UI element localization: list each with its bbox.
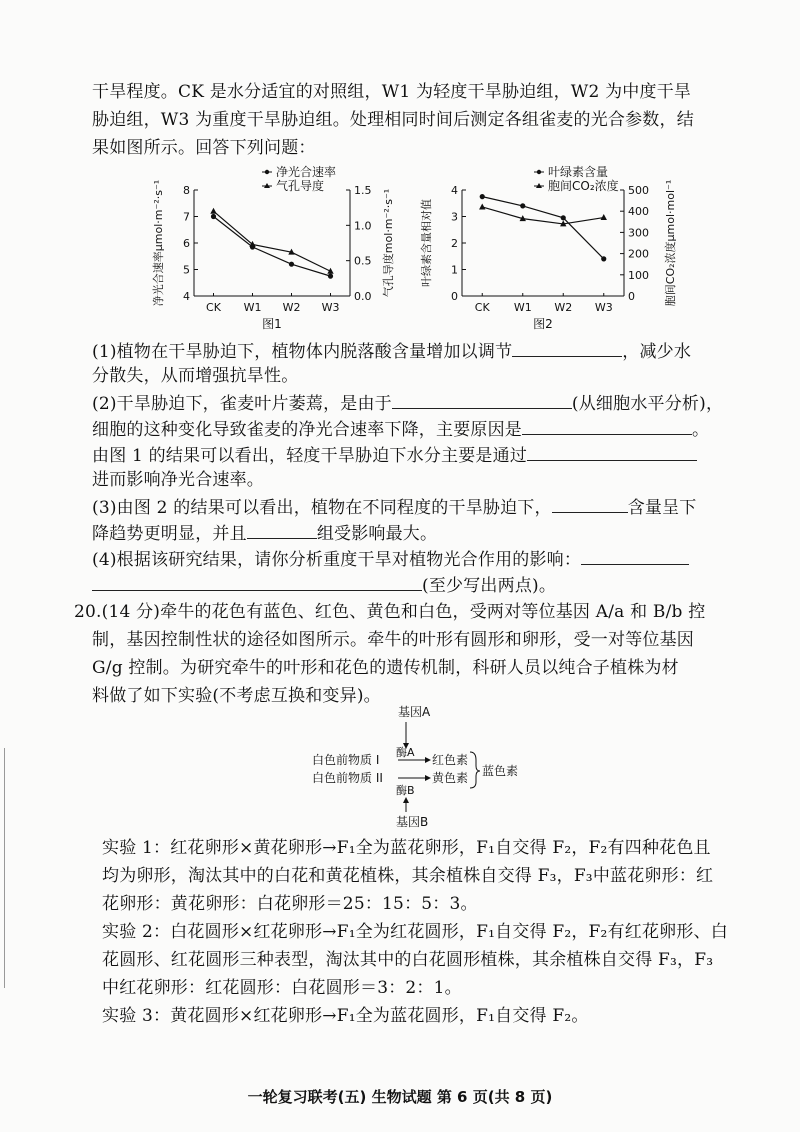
legend-label: 净光合速率 <box>276 165 337 179</box>
intro-line-3: 果如图所示。回答下列问题： <box>92 138 316 158</box>
gene-b-label: 基因B <box>396 815 429 829</box>
q3-text-d: 组受影响最大。 <box>316 524 438 544</box>
q1-text-a: (1)植物在干旱胁迫下，植物体内脱落酸含量增加以调节 <box>92 342 513 362</box>
data-point <box>210 208 216 214</box>
right-tick-label: 0.5 <box>354 254 372 268</box>
figure-2-chart <box>418 160 686 340</box>
q1-line-2: 分散失，从而增强抗旱性。 <box>92 366 299 386</box>
q2-line-3 <box>92 444 697 466</box>
enzyme-a-label: 酶A <box>396 746 415 759</box>
legend-marker <box>537 170 541 174</box>
data-point <box>211 214 216 219</box>
q2-text-d: 。 <box>692 420 710 440</box>
series-line-2 <box>482 207 604 224</box>
q20-line-2: 制，基因控制性状的途径如图所示。牵牛的叶形有圆形和卵形，受一对等位基因 <box>92 630 694 650</box>
q2-text-e: 由图 1 的结果可以看出，轻度干旱胁迫下水分主要是通过 <box>92 446 528 466</box>
x-tick-label: W1 <box>513 301 532 314</box>
series-line-2 <box>214 211 331 271</box>
exp3-line-1: 实验 3：黄花圆形×红花卵形→F₁全为蓝花圆形，F₁自交得 F₂。 <box>102 1006 589 1026</box>
exp2-line-3: 中红花卵形：红花圆形：白花圆形＝3：2：1。 <box>102 978 462 998</box>
y2-axis-label: 气孔导度mol·m⁻²·s⁻¹ <box>382 188 395 298</box>
answer-blank[interactable] <box>512 340 622 357</box>
left-tick-label: 4 <box>451 184 458 197</box>
q4-line-1 <box>92 548 689 570</box>
q20-line-4: 料做了如下实验(不考虑互换和变异)。 <box>92 686 381 706</box>
answer-blank[interactable] <box>247 522 317 539</box>
q20-line-3: G/g 控制。为研究牵牛的叶形和花色的遗传机制，科研人员以纯合子植株为材 <box>92 658 679 678</box>
answer-blank[interactable] <box>552 496 628 513</box>
q2-line-2 <box>92 418 709 440</box>
left-tick-label: 1 <box>451 263 458 277</box>
q2-text-c: 细胞的这种变化导致雀麦的净光合速率下降，主要原因是 <box>92 420 522 440</box>
q3-text-b: 含量呈下 <box>627 498 697 518</box>
data-point <box>289 262 294 267</box>
q2-line-1 <box>92 392 723 414</box>
x-tick-label: W2 <box>282 301 301 314</box>
gene-pathway-diagram <box>300 700 540 830</box>
legend-label: 气孔导度 <box>276 179 325 193</box>
answer-blank[interactable] <box>392 392 572 409</box>
left-tick-label: 2 <box>451 237 458 250</box>
exp1-line-3: 花卵形：黄花卵形：白花卵形＝25：15：5：3。 <box>102 894 478 914</box>
answer-blank[interactable] <box>581 548 689 565</box>
figure-caption: 图2 <box>533 317 553 331</box>
answer-blank[interactable] <box>92 574 422 591</box>
red-pigment-label: 红色素 <box>432 753 469 767</box>
right-tick-label: 300 <box>628 226 649 240</box>
x-tick-label: W1 <box>243 301 262 314</box>
left-tick-label: 8 <box>183 184 190 197</box>
series-line-1 <box>482 197 604 259</box>
data-point <box>601 256 606 261</box>
right-tick-label: 500 <box>628 184 649 197</box>
left-tick-label: 6 <box>183 237 190 250</box>
exp2-line-1: 实验 2：白花圆形×红花卵形→F₁全为红花圆形，F₁自交得 F₂，F₂有红花卵形、白 <box>102 922 728 942</box>
data-point <box>480 194 485 199</box>
data-point <box>601 214 607 220</box>
brace <box>470 752 480 788</box>
precursor-1-label: 白色前物质 I <box>312 753 380 767</box>
q2-text-a: (2)干旱胁迫下，雀麦叶片萎蔫，是由于 <box>92 394 392 414</box>
left-tick-label: 7 <box>183 210 190 224</box>
blue-pigment-label: 蓝色素 <box>482 764 519 778</box>
data-point <box>520 203 525 208</box>
exp2-line-2: 花圆形、红花圆形三种表型，淘汰其中的白花圆形植株，其余植株自交得 F₃，F₃ <box>102 950 714 970</box>
x-tick-label: CK <box>474 301 490 314</box>
right-tick-label: 0.0 <box>354 290 372 303</box>
legend-marker <box>265 170 269 174</box>
gene-a-label: 基因A <box>398 705 431 719</box>
answer-blank[interactable] <box>527 444 697 461</box>
legend-label: 胞间CO₂浓度 <box>548 179 619 193</box>
y2-axis-label: 胞间CO₂浓度μmol·mol⁻¹ <box>664 179 677 307</box>
q1-text-b: ，减少水 <box>622 342 692 362</box>
q3-text-a: (3)由图 2 的结果可以看出，植物在不同程度的干旱胁迫下， <box>92 498 552 518</box>
right-tick-label: 100 <box>628 268 649 282</box>
q20-line-1: 20.(14 分)牵牛的花色有蓝色、红色、黄色和白色，受两对等位基因 A/a 和 B/b 控 <box>74 602 706 622</box>
data-point <box>479 203 485 209</box>
yellow-pigment-label: 黄色素 <box>432 771 469 785</box>
q3-text-c: 降趋势更明显，并且 <box>92 524 247 544</box>
right-tick-label: 400 <box>628 205 649 219</box>
x-tick-label: W3 <box>321 301 340 314</box>
q4-text-a: (4)根据该研究结果，请你分析重度干旱对植物光合作用的影响： <box>92 550 582 570</box>
q2-line-4: 进而影响净光合速率。 <box>92 470 264 490</box>
precursor-2-label: 白色前物质 II <box>312 771 383 785</box>
q1-line-1 <box>92 340 691 362</box>
y-axis-label: 净光合速率μmol·m⁻²·s⁻¹ <box>152 179 165 307</box>
q3-line-2 <box>92 522 437 544</box>
margin-rule <box>4 748 5 988</box>
q3-line-1 <box>92 496 697 518</box>
x-tick-label: CK <box>206 301 221 314</box>
figure-1-chart <box>150 160 410 340</box>
y-axis-label: 叶绿素含量相对值 <box>420 199 433 287</box>
q4-line-2 <box>92 574 556 596</box>
intro-line-1: 干旱程度。CK 是水分适宜的对照组，W1 为轻度干旱胁迫组，W2 为中度干旱 <box>92 82 692 102</box>
x-tick-label: W2 <box>554 301 573 314</box>
left-tick-label: 5 <box>183 263 190 277</box>
right-tick-label: 200 <box>628 247 649 261</box>
exp1-line-1: 实验 1：红花卵形×黄花卵形→F₁全为蓝花卵形，F₁自交得 F₂，F₂有四种花色且 <box>102 838 711 858</box>
right-tick-label: 1.5 <box>354 184 372 197</box>
right-tick-label: 0 <box>628 290 635 303</box>
right-tick-label: 1.0 <box>354 219 372 233</box>
legend-label: 叶绿素含量 <box>548 165 609 179</box>
exp1-line-2: 均为卵形，淘汰其中的白花和黄花植株，其余植株自交得 F₃，F₃中蓝花卵形：红 <box>102 866 714 886</box>
left-tick-label: 0 <box>451 290 458 303</box>
data-point <box>328 274 333 279</box>
left-tick-label: 3 <box>451 210 458 224</box>
page-footer: 一轮复习联考(五) 生物试题 第 6 页(共 8 页) <box>247 1088 553 1106</box>
q2-text-b: (从细胞水平分析)， <box>571 394 724 414</box>
figure-caption: 图1 <box>262 317 282 331</box>
q4-text-b: (至少写出两点)。 <box>422 576 557 596</box>
left-tick-label: 4 <box>183 290 190 303</box>
answer-blank[interactable] <box>522 418 692 435</box>
enzyme-b-label: 酶B <box>396 784 415 797</box>
intro-line-2: 胁迫组，W3 为重度干旱胁迫组。处理相同时间后测定各组雀麦的光合参数，结 <box>92 110 694 130</box>
x-tick-label: W3 <box>594 301 613 314</box>
data-point <box>561 215 566 220</box>
